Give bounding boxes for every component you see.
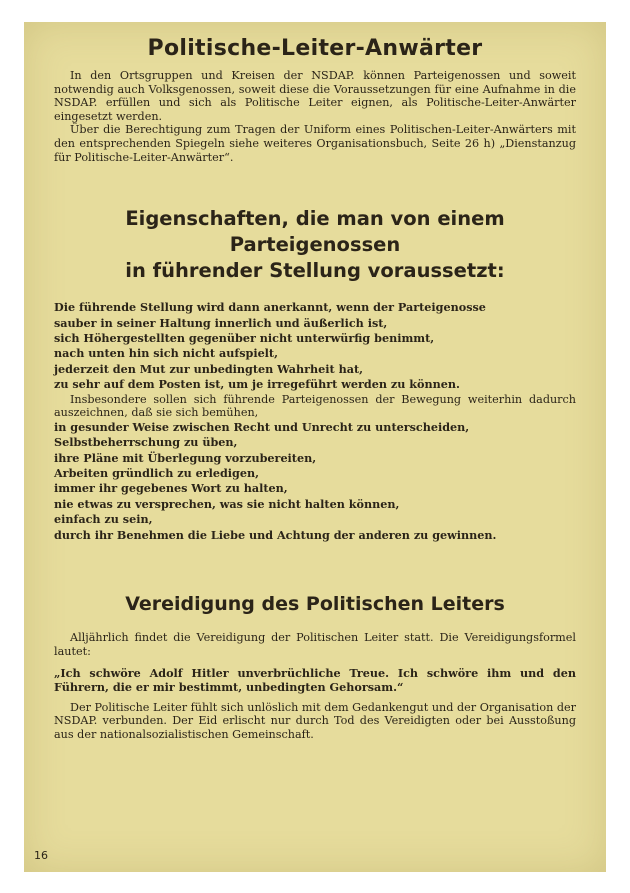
section1-title: Politische-Leiter-Anwärter [147,36,483,61]
list-item: immer ihr gegebenes Wort zu halten, [54,481,288,496]
list-item: jederzeit den Mut zur unbedingten Wahrheit hat, [54,361,364,376]
list-item: nie etwas zu versprechen, was sie nicht halten können, [54,496,400,511]
section3-paragraph1: Alljährlich findet die Vereidigung der Politischen Leiter statt. Die Vereidigungsformel lautet: [54,631,576,658]
page-content [54,36,576,741]
section3-title: Vereidigung des Politischen Leiters [125,593,505,616]
section1-paragraph2: Über die Berechtigung zum Tragen der Uniform eines Politischen-Leiter-Anwärters mit den entsprechenden Spiegeln siehe weiteres Organisationsbuch, Seite 26 h) „Dienstanzug für Politische-Leiter-Anwärter“. [54,123,576,164]
oath-text: „Ich schwöre Adolf Hitler unverbrüchliche Treue. Ich schwöre ihm und den Führern, die er mir bestimmt, unbedingten Gehorsam.“ [54,666,576,695]
list-item: zu sehr auf dem Posten ist, um je irregeführt werden zu können. [54,377,460,392]
list-item: nach unten hin sich nicht aufspielt, [54,346,278,361]
section2-title [54,206,576,284]
leader-efforts-list [54,420,576,543]
list-item: durch ihr Benehmen die Liebe und Achtung der anderen zu gewinnen. [54,527,497,542]
list-item: ihre Pläne mit Überlegung vorzubereiten, [54,450,317,465]
list-item: sich Höhergestellten gegenüber nicht unterwürfig benimmt, [54,330,435,345]
section1-paragraph1: In den Ortsgruppen und Kreisen der NSDAP. können Parteigenossen und soweit notwendig auch Volksgenossen, soweit diese die Voraussetzungen für eine Aufnahme in die NSDAP. erfüllen und sich als Politische Leiter eignen, als Politische-Leiter-Anwärter eingesetzt werden. [54,69,576,123]
section3-paragraph2: Der Politische Leiter fühlt sich unlöslich mit dem Gedankengut und der Organisation der NSDAP. verbunden. Der Eid erlischt nur durch Tod des Vereidigten oder bei Ausstoßung aus der nationalsozialistischen Gemeinschaft. [54,700,576,741]
list-item: in gesunder Weise zwischen Recht und Unrecht zu unterscheiden, [54,419,470,434]
section2-title-line1: Eigenschaften, die man von einem Parteigenossen [125,207,505,257]
list-item: einfach zu sein, [54,512,153,527]
list-item: Die führende Stellung wird dann anerkannt, wenn der Parteigenosse [54,300,486,315]
book-page [24,22,606,872]
leader-qualities-list [54,300,576,392]
section2-title-line2: in führender Stellung voraussetzt: [125,259,505,283]
list-item: sauber in seiner Haltung innerlich und äußerlich ist, [54,315,388,330]
page-number: 16 [34,849,48,862]
list-item: Selbstbeherrschung zu üben, [54,435,238,450]
list-item: Arbeiten gründlich zu erledigen, [54,466,260,480]
section2-middle-text: Insbesondere sollen sich führende Parteigenossen der Bewegung weiterhin dadurch auszeichnen, daß sie sich bemühen, [54,392,576,420]
